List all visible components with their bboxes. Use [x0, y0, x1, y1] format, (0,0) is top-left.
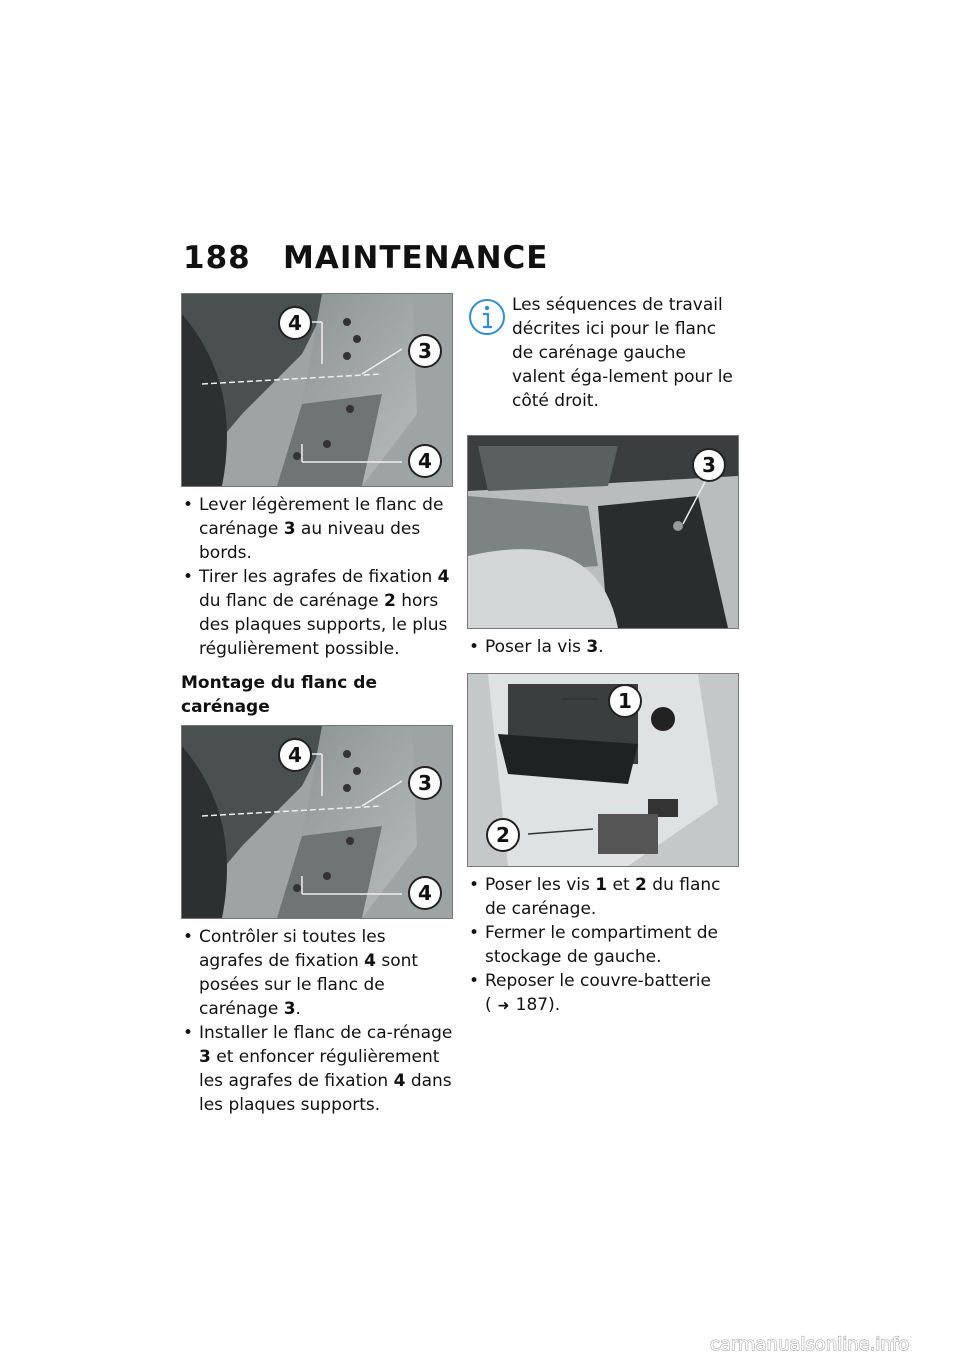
watermark-logo [708, 1328, 958, 1358]
page-reference[interactable]: 187 [515, 995, 549, 1015]
installation-steps [181, 925, 453, 1117]
callout-4-bottom: 4 [408, 876, 442, 910]
step-install-screw-3: • Poser la vis 3. [467, 635, 739, 659]
figure-fairing-removal [181, 293, 453, 487]
left-column [181, 293, 453, 1117]
page-header [183, 240, 548, 280]
step-close-compartment: • Fermer le compartiment de stockage de gauche. [467, 921, 739, 969]
figure-screw-3 [467, 435, 739, 629]
screw-3-steps [467, 635, 739, 659]
page-reference-arrow-icon: ➜ [497, 998, 510, 1014]
callout-2: 2 [486, 818, 520, 852]
step-lift-fairing: • Lever légèrement le flanc de carénage 3 au niveau des bords. [181, 493, 453, 565]
final-steps [467, 873, 739, 1018]
removal-steps [181, 493, 453, 661]
callout-3: 3 [692, 448, 726, 482]
callout-3: 3 [408, 334, 442, 368]
callout-4-top: 4 [278, 306, 312, 340]
callout-3: 3 [408, 766, 442, 800]
callout-4-bottom: 4 [408, 444, 442, 478]
step-pull-clips: • Tirer les agrafes de fixation 4 du flanc de carénage 2 hors des plaques supports, le plus régulièrement possible. [181, 565, 453, 661]
step-check-clips: • Contrôler si toutes les agrafes de fixation 4 sont posées sur le flanc de carénage 3. [181, 925, 453, 1021]
svg-text:carmanualsonline.info: carmanualsonline.info [710, 1334, 910, 1355]
callout-1: 1 [608, 684, 642, 718]
page-title: MAINTENANCE [283, 240, 549, 276]
step-install-fairing: • Installer le flanc de ca-rénage 3 et enfoncer régulièrement les agrafes de fixation 4 dans les plaques supports. [181, 1021, 453, 1117]
step-install-screws-1-2: • Poser les vis 1 et 2 du flanc de carénage. [467, 873, 739, 921]
info-icon [467, 297, 507, 337]
page-number: 188 [183, 240, 251, 276]
section-heading: Montage du flanc de carénage [181, 673, 377, 717]
info-note [467, 293, 739, 413]
figure-fairing-installation [181, 725, 453, 919]
callout-4-top: 4 [278, 738, 312, 772]
info-note-text: Les séquences de travail décrites ici pour le flanc de carénage gauche valent éga-lement pour le côté droit. [512, 295, 733, 411]
right-column [467, 293, 739, 1018]
figure-screws-1-2 [467, 673, 739, 867]
step-reinstall-battery-cover: • Reposer le couvre-batterie ( ➜ 187). [467, 969, 739, 1018]
